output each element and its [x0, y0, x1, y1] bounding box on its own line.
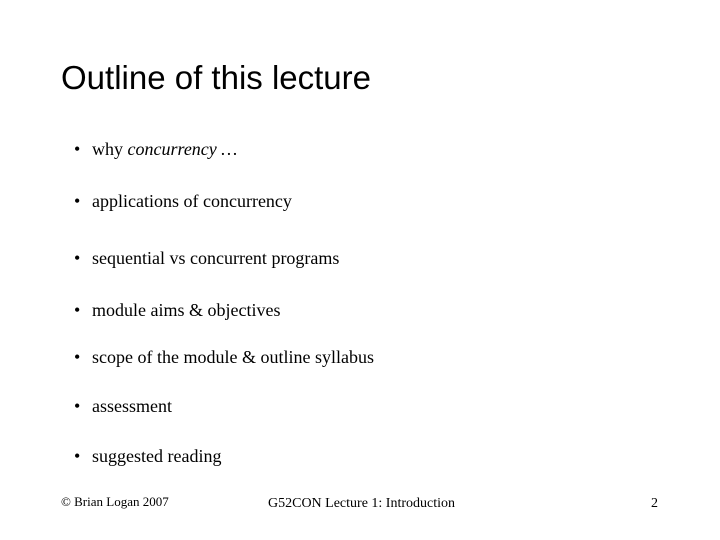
slide-title: Outline of this lecture [61, 59, 371, 96]
bullet-item [74, 395, 172, 417]
bullet-item [74, 299, 280, 321]
bullet-dot-icon: • [74, 139, 81, 159]
bullet-text: suggested reading [92, 446, 222, 466]
footer-page-number: 2 [651, 496, 658, 511]
bullet-text: assessment [92, 396, 172, 416]
bullet-dot-icon: • [74, 347, 81, 367]
footer-copyright: © Brian Logan 2007 [61, 494, 169, 509]
bullet-dot-icon: • [74, 396, 81, 416]
bullet-text: sequential vs concurrent programs [92, 248, 340, 268]
bullet-dot-icon: • [74, 446, 81, 466]
bullet-emphasis: concurrency … [127, 139, 238, 159]
bullet-text: module aims & objectives [92, 300, 281, 320]
bullet-item [74, 445, 221, 467]
footer-course-title: G52CON Lecture 1: Introduction [268, 496, 456, 511]
bullet-dot-icon: • [74, 248, 81, 268]
bullet-dot-icon: • [74, 191, 81, 211]
bullet-item [74, 138, 237, 160]
bullet-text: applications of concurrency [92, 191, 292, 211]
bullet-text: scope of the module & outline syllabus [92, 347, 374, 367]
bullet-dot-icon: • [74, 300, 81, 320]
bullet-text: why [92, 139, 128, 159]
bullet-item [74, 346, 374, 368]
bullet-item [74, 247, 339, 269]
bullet-item [74, 190, 292, 212]
